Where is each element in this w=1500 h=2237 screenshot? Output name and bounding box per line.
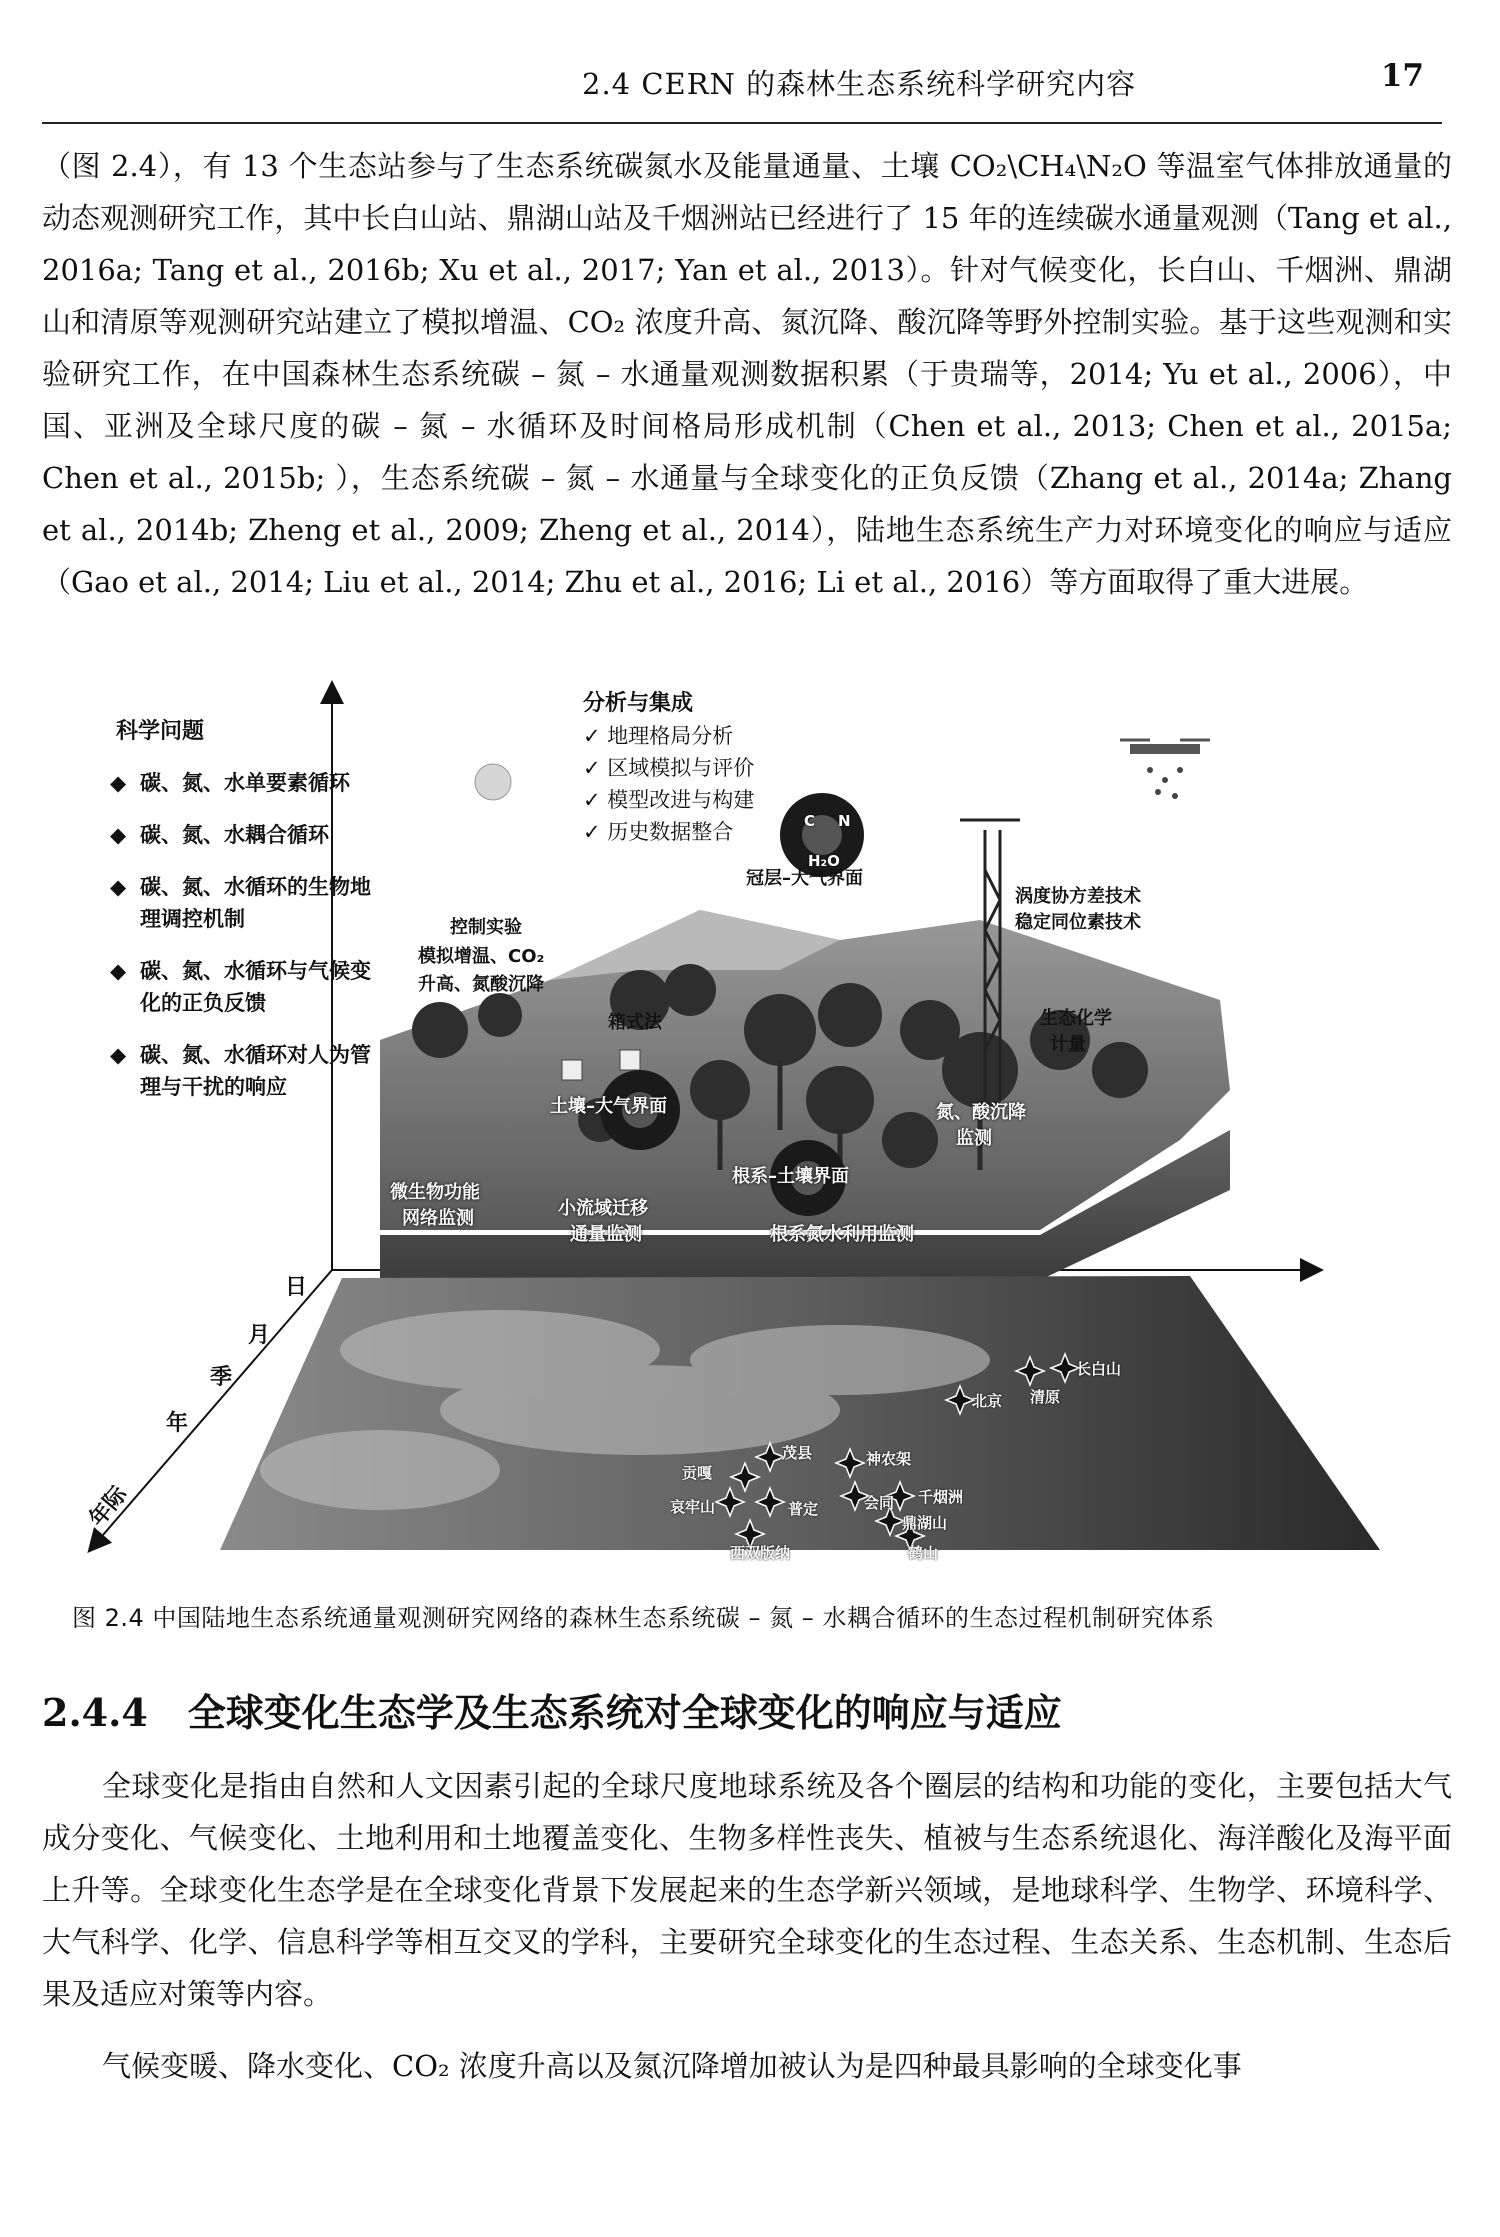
diamond-bullet-icon: ◆	[110, 875, 127, 899]
analysis-item: ✓ 地理格局分析	[583, 724, 734, 748]
label-canopy-interface: 冠层–大气界面	[746, 868, 863, 889]
section-number: 2.4.4	[42, 1690, 148, 1735]
cycle-label-n: N	[838, 812, 851, 830]
site-label: 鼎湖山	[902, 1514, 948, 1532]
label-control-exp-title: 控制实验	[450, 917, 522, 938]
label-n-acid-2: 监测	[956, 1128, 992, 1149]
analysis-title: 分析与集成	[583, 691, 694, 716]
question-item: ◆ 碳、氮、水循环与气候变化的正负反馈	[110, 955, 390, 1019]
diamond-bullet-icon: ◆	[110, 1043, 127, 1067]
science-questions-panel	[110, 714, 390, 1123]
label-n-acid-1: 氮、酸沉降	[936, 1102, 1026, 1123]
page-number: 17	[1380, 58, 1424, 94]
question-item: ◆ 碳、氮、水耦合循环	[110, 819, 390, 851]
label-root-nw: 根系氮水利用监测	[770, 1224, 914, 1245]
body-paragraph-3: 气候变暖、降水变化、CO₂ 浓度升高以及氮沉降增加被认为是四种最具影响的全球变化事	[102, 2049, 1242, 2083]
time-label-day: 日	[285, 1275, 308, 1300]
questions-title: 科学问题	[116, 719, 205, 744]
label-soil-atm: 土壤–大气界面	[550, 1096, 667, 1117]
label-watershed-2: 通量监测	[570, 1224, 642, 1245]
diamond-bullet-icon: ◆	[110, 771, 127, 795]
analysis-item: ✓ 历史数据整合	[583, 820, 734, 844]
time-label-season: 季	[210, 1365, 233, 1390]
analysis-item: ✓ 模型改进与构建	[583, 788, 755, 812]
figure-caption: 图 2.4 中国陆地生态系统通量观测研究网络的森林生态系统碳 – 氮 – 水耦合循环的生态过程机制研究体系	[72, 1604, 1215, 1632]
section-title: 全球变化生态学及生态系统对全球变化的响应与适应	[187, 1690, 1062, 1735]
label-ecochem-1: 生态化学	[1040, 1008, 1112, 1029]
label-microbe-2: 网络监测	[402, 1208, 474, 1229]
time-label-month: 月	[248, 1323, 271, 1348]
label-microbe-1: 微生物功能	[390, 1182, 480, 1203]
chamber-box	[620, 1050, 640, 1070]
label-ecochem-2: 计量	[1050, 1034, 1086, 1055]
figure-2-4	[80, 670, 1420, 1585]
diamond-bullet-icon: ◆	[110, 959, 127, 983]
cycle-label-c: C	[804, 812, 816, 830]
site-label: 贡嘎	[682, 1464, 713, 1482]
label-isotope: 稳定同位素技术	[1015, 912, 1141, 933]
site-label: 会同	[864, 1494, 895, 1512]
diamond-bullet-icon: ◆	[110, 823, 127, 847]
cycle-label-h2o: H₂O	[808, 852, 840, 870]
site-label: 普定	[788, 1500, 819, 1518]
body-paragraph-1: （图 2.4），有 13 个生态站参与了生态系统碳氮水及能量通量、土壤 CO₂\CH₄\N₂O 等温室气体排放通量的动态观测研究工作，其中长白山站、鼎湖山站及千烟洲站已经进行了 15 年的连续碳水通量观测（Tang et al., 2016a; Tang et al., 2016b; Xu et al., 2017; Yan et al., 2013）。针对气候变化，长白山、千烟洲、鼎湖山和清原等观测研究站建立了模拟增温、CO₂ 浓度升高、氮沉降、酸沉降等野外控制实验。基于这些观测和实验研究工作，在中国森林生态系统碳 – 氮 – 水通量观测数据积累（于贵瑞等，2014; Yu et al., 2006），中国、亚洲及全球尺度的碳 – 氮 – 水循环及时间格局形成机制（Chen et al., 2013; Chen et al., 2015a; Chen et al., 2015b; ），生态系统碳 – 氮 – 水通量与全球变化的正负反馈（Zhang et al., 2014a; Zhang et al., 2014b; Zheng et al., 2009; Zheng et al., 2014），陆地生态系统生产力对环境变化的响应与适应（Gao et al., 2014; Liu et al., 2014; Zhu et al., 2016; Li et al., 2016）等方面取得了重大进展。	[42, 149, 1452, 599]
site-label: 茂县	[782, 1444, 813, 1462]
site-label: 千烟洲	[918, 1488, 964, 1506]
label-control-exp-body2: 升高、氮酸沉降	[418, 974, 544, 995]
section-heading	[42, 1682, 1062, 1737]
site-label: 鹤山	[908, 1544, 939, 1562]
site-label: 西双版纳	[730, 1544, 791, 1562]
site-label: 清原	[1030, 1388, 1061, 1406]
header-section-title: 2.4 CERN 的森林生态系统科学研究内容	[582, 67, 1137, 101]
question-item: ◆ 碳、氮、水循环的生物地理调控机制	[110, 871, 390, 935]
site-label: 北京	[972, 1392, 1003, 1410]
running-header	[42, 58, 1442, 124]
question-item: ◆ 碳、氮、水循环对人为管理与干扰的响应	[110, 1039, 390, 1103]
drone-icon	[1120, 740, 1210, 799]
time-label-interannual: 年际	[84, 1481, 133, 1532]
body-paragraph-2: 全球变化是指由自然和人文因素引起的全球尺度地球系统及各个圈层的结构和功能的变化，主要包括大气成分变化、气候变化、土地利用和土地覆盖变化、生物多样性丧失、植被与生态系统退化、海洋酸化及海平面上升等。全球变化生态学是在全球变化背景下发展起来的生态学新兴领域，是地球科学、生物学、环境科学、大气科学、化学、信息科学等相互交叉的学科，主要研究全球变化的生态过程、生态关系、生态机制、生态后果及适应对策等内容。	[42, 1769, 1452, 2011]
site-label: 神农架	[866, 1450, 912, 1468]
label-control-exp-body: 模拟增温、CO₂	[418, 946, 545, 967]
chamber-box	[562, 1060, 582, 1080]
label-watershed-1: 小流域迁移	[558, 1198, 648, 1219]
label-eddy: 涡度协方差技术	[1015, 886, 1141, 907]
sun-icon	[475, 764, 511, 800]
label-root-soil: 根系–土壤界面	[732, 1166, 849, 1187]
site-label: 长白山	[1076, 1360, 1122, 1378]
site-label: 哀牢山	[670, 1498, 716, 1516]
question-item: ◆ 碳、氮、水单要素循环	[110, 767, 390, 799]
analysis-item: ✓ 区域模拟与评价	[583, 756, 755, 780]
time-label-year: 年	[166, 1411, 189, 1436]
label-box-method: 箱式法	[608, 1012, 662, 1033]
